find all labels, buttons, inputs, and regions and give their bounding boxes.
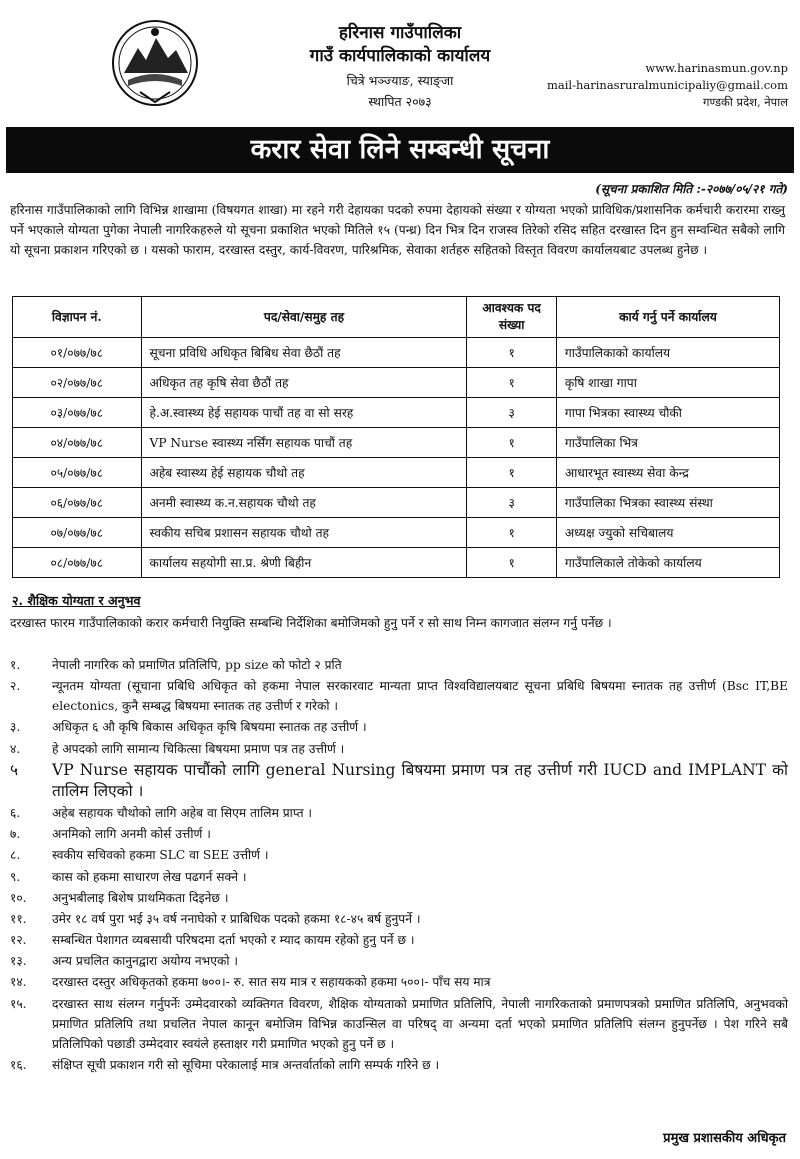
- email-link[interactable]: mail-harinasruralmunicipaliy@gmail.com: [546, 78, 788, 92]
- item-text: स्वकीय सचिवको हकमा SLC वा SEE उत्तीर्ण ।: [52, 848, 269, 863]
- item-number: १३.: [10, 954, 27, 969]
- municipality-name: हरिनास गाउँपालिका: [338, 23, 462, 43]
- col-header-count: आवश्यक पद संख्या: [467, 297, 556, 338]
- list-item: [10, 972, 788, 992]
- item-text: दरखास्त दस्तुर अधिकृतको हकमा ७००।- रु. सात सय मात्र र सहायकको हकमा ५००।- पाँच सय मात्र: [52, 975, 491, 990]
- cell-ad-no: ०२/०७७/७८: [13, 368, 142, 398]
- cell-office: गाउँपालिकाको कार्यालय: [556, 338, 779, 368]
- cell-office: अध्यक्ष ज्युको सचिबालय: [556, 518, 779, 548]
- office-name: गाउँ कार्यपालिकाको कार्यालय: [309, 46, 491, 66]
- col-header-ad-no: विज्ञापन नं.: [13, 297, 142, 338]
- item-number: ११.: [10, 911, 27, 926]
- list-item: [10, 930, 788, 950]
- item-text: उमेर १८ वर्ष पुरा भई ३५ वर्ष ननाघेको र प्राबिधिक पदको हकमा १८-४५ बर्ष हुनुपर्ने ।: [52, 911, 421, 926]
- item-text: दरखास्त साथ संलग्न गर्नुपर्नेः उम्मेदवारको व्यक्तिगत विवरण, शैक्षिक योग्यताको प्रमाणित प्रतिलिपि, नेपाली नागरिकताको प्रमाणपत्रको प्रमाणित प्रतिलिपि, अनुभवको प्रमाणित प्रतिलिपि तथा प्रचलित नेपाल कानून बमोजिम विभिन्न काउन्सिल वा परिषद् वा अन्यमा दर्ता भएको प्रमाणित प्रतिलिपि संलग्न हुनुपर्नेछ । पेश गरिने सबै प्रतिलिपिको पछाडी उम्मेदवार स्वयंले हस्ताक्षर गरी प्रमाणित भएको हुनु पर्ने छ ।: [52, 996, 788, 1051]
- item-number: ५: [10, 760, 19, 779]
- contact-block: [547, 60, 788, 111]
- item-number: १२.: [10, 933, 27, 948]
- cell-ad-no: ०४/०७७/७८: [13, 428, 142, 458]
- list-item: [10, 655, 788, 675]
- office-address: चित्रे भञ्ज्याङ, स्याङ्जा: [346, 73, 454, 88]
- list-item: [10, 760, 788, 802]
- cell-ad-no: ०३/०७७/७८: [13, 398, 142, 428]
- item-text: नेपाली नागरिक को प्रमाणित प्रतिलिपि, pp size को फोटो २ प्रति: [52, 658, 342, 672]
- signatory-title: प्रमुख प्रशासकीय अधिकृत: [663, 1131, 786, 1146]
- established-year: स्थापित २०७३: [368, 94, 432, 109]
- item-number: ४.: [10, 741, 21, 756]
- item-text: अनुभबीलाइ बिशेष प्राथमिकता दिइनेछ ।: [52, 890, 229, 905]
- item-number: १५.: [10, 996, 27, 1011]
- requirements-list: [10, 655, 788, 1076]
- item-text: VP Nurse सहायक पाचौंको लागि general Nursing बिषयमा प्रमाण पत्र तह उत्तीर्ण गरी IUCD and IMPLANT को तालिम लिएको ।: [52, 760, 788, 800]
- list-item: [10, 994, 788, 1054]
- list-item: [10, 824, 788, 844]
- item-text: न्यूनतम योग्यता (सूचाना प्रबिधि अधिकृत को हकमा नेपाल सरकारवाट मान्यता प्राप्त विश्वविद्यालयबाट सूचना प्रबिधि बिषयमा स्नातक तह उत्तीर्ण (Bsc IT,BE electonics, कुनै सम्बद्ध बिषयमा स्नातक तह उत्तीर्ण र गरेको ।: [52, 679, 788, 714]
- cell-post: अहेब स्वास्थ्य हेई सहायक चौथो तह: [141, 458, 467, 488]
- item-number: १.: [10, 658, 21, 672]
- section-intro: दरखास्त फारम गाउँपालिकाको करार कर्मचारी नियुक्ति सम्बन्धि निर्देशिका बमोजिमको हुनु पर्ने र सो साथ निम्न कागजात संलग्न गर्नु पर्नेछ ।: [10, 616, 612, 630]
- letterhead: [0, 0, 800, 126]
- table-row: [13, 488, 780, 518]
- table-row: [13, 398, 780, 428]
- item-number: ९.: [10, 869, 21, 884]
- item-text: अहेब सहायक चौथोको लागि अहेब वा सिएम तालिम प्राप्त ।: [52, 805, 313, 820]
- item-number: २.: [10, 679, 21, 694]
- cell-post: अनमी स्वास्थ्य क.न.सहायक चौथो तह: [141, 488, 467, 518]
- item-number: ८.: [10, 848, 21, 863]
- item-text: संक्षिप्त सूची प्रकाशन गरी सो सूचिमा परेकालाई मात्र अन्तर्वार्ताको लागि सम्पर्क गरिने छ ।: [52, 1057, 440, 1072]
- list-item: [10, 909, 788, 929]
- cell-count: ३: [467, 398, 556, 428]
- table-row: [13, 428, 780, 458]
- cell-office: गाउँपालिका भित्रका स्वास्थ्य संस्था: [556, 488, 779, 518]
- list-item: [10, 888, 788, 908]
- cell-ad-no: ०८/०७७/७८: [13, 548, 142, 578]
- item-text: सम्बन्धित पेशागत व्यबसायी परिषदमा दर्ता भएको र म्याद कायम रहेको हुनु पर्ने छ ।: [52, 933, 415, 948]
- cell-ad-no: ०७/०७७/७८: [13, 518, 142, 548]
- item-text: अनमिको लागि अनमी कोर्स उत्तीर्ण ।: [52, 827, 211, 842]
- item-text: कास को हकमा साधारण लेख पढगर्न सक्ने ।: [52, 869, 247, 884]
- cell-count: १: [467, 338, 556, 368]
- item-number: १०.: [10, 890, 27, 905]
- cell-office: आधारभूत स्वास्थ्य सेवा केन्द्र: [556, 458, 779, 488]
- item-number: ७.: [10, 827, 21, 842]
- item-number: ३.: [10, 720, 21, 735]
- vacancy-table: [12, 296, 780, 578]
- cell-count: १: [467, 368, 556, 398]
- list-item: [10, 951, 788, 971]
- cell-post: हे.अ.स्वास्थ्य हेई सहायक पाचौं तह वा सो सरह: [141, 398, 467, 428]
- cell-post: कार्यालय सहयोगी सा.प्र. श्रेणी बिहीन: [141, 548, 467, 578]
- cell-ad-no: ०५/०७७/७८: [13, 458, 142, 488]
- cell-count: १: [467, 518, 556, 548]
- list-item: [10, 739, 788, 759]
- cell-ad-no: ०६/०७७/७८: [13, 488, 142, 518]
- cell-ad-no: ०१/०७७/७८: [13, 338, 142, 368]
- col-header-office: कार्य गर्नु पर्ने कार्यालय: [556, 297, 779, 338]
- cell-office: कृषि शाखा गापा: [556, 368, 779, 398]
- cell-count: ३: [467, 488, 556, 518]
- cell-post: स्वकीय सचिब प्रशासन सहायक चौथो तह: [141, 518, 467, 548]
- item-text: अन्य प्रचलित कानुनद्वारा अयोग्य नभएको ।: [52, 954, 238, 969]
- item-text: अधिकृत ६ औ कृषि बिकास अधिकृत कृषि बिषयमा स्नातक तह उत्तीर्ण ।: [52, 720, 367, 735]
- website-link[interactable]: www.harinasmun.gov.np: [645, 61, 788, 75]
- cell-count: १: [467, 548, 556, 578]
- nepal-emblem-icon: [110, 18, 200, 108]
- table-row: [13, 338, 780, 368]
- item-number: ६.: [10, 805, 21, 820]
- cell-post: सूचना प्रविधि अधिकृत बिबिध सेवा छैठौं तह: [141, 338, 467, 368]
- table-row: [13, 548, 780, 578]
- table-header-row: [13, 297, 780, 338]
- cell-office: गाउँपालिका भित्र: [556, 428, 779, 458]
- list-item: [10, 676, 788, 716]
- list-item: [10, 1055, 788, 1075]
- cell-office: गापा भित्रका स्वास्थ्य चौकी: [556, 398, 779, 428]
- notice-title: करार सेवा लिने सम्बन्धी सूचना: [6, 127, 794, 173]
- table-row: [13, 368, 780, 398]
- list-item: [10, 867, 788, 887]
- section-heading-qualifications: २. शैक्षिक योग्यता र अनुभव: [12, 593, 141, 608]
- item-number: १४.: [10, 975, 27, 990]
- cell-count: १: [467, 428, 556, 458]
- col-header-post: पद/सेवा/समुह तह: [141, 297, 467, 338]
- cell-post: VP Nurse स्वास्थ्य नर्सिंग सहायक पाचौं तह: [141, 428, 467, 458]
- table-row: [13, 458, 780, 488]
- item-text: हे अपदको लागि सामान्य चिकित्सा बिषयमा प्रमाण पत्र तह उत्तीर्ण ।: [52, 741, 345, 756]
- list-item: [10, 845, 788, 865]
- publication-date: (सूचना प्रकाशित मिति :-२०७७/०५/२१ गते): [595, 182, 788, 196]
- list-item: [10, 717, 788, 737]
- intro-paragraph: हरिनास गाउँपालिकाको लागि विभिन्न शाखामा (विषयगत शाखा) मा रहने गरी देहायका पदको रुपमा देहायको संख्या र योग्यता भएको प्राविधिक/प्रशासनिक कर्मचारी करारमा राख्नु पर्ने भएकाले योग्यता पुगेका नेपाली नागरिकहरुले यो सूचना प्रकाशित भएको मितिले १५ (पन्ध्र) दिन भित्र दिन राजस्व तिरेको रसिद सहित दरखास्त दिन हुन सम्वन्धित सबैको लागि यो सूचना प्रकाशन गरिएको छ । यसको फाराम, दरखास्त दस्तुर, कार्य-विवरण, पारिश्रमिक, सेवाका शर्तहरु सहितको विस्तृत विवरण कार्यालयबाट उपलब्ध हुनेछ ।: [10, 203, 785, 257]
- cell-post: अधिकृत तह कृषि सेवा छैठौं तह: [141, 368, 467, 398]
- table-row: [13, 518, 780, 548]
- item-number: १६.: [10, 1057, 27, 1072]
- province-text: गण्डकी प्रदेश, नेपाल: [702, 95, 788, 109]
- cell-count: १: [467, 458, 556, 488]
- list-item: [10, 803, 788, 823]
- cell-office: गाउँपालिकाले तोकेको कार्यालय: [556, 548, 779, 578]
